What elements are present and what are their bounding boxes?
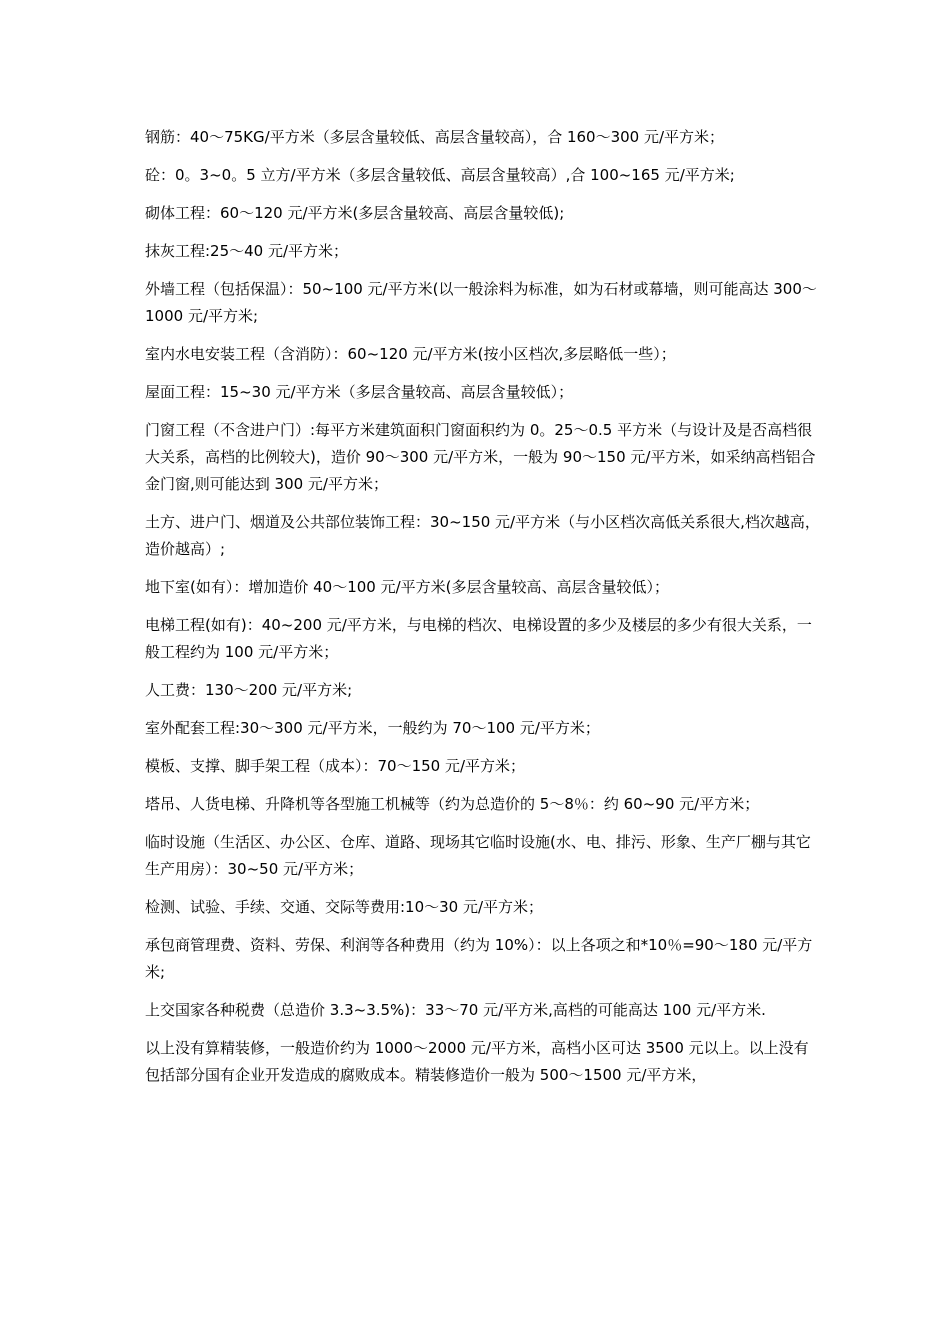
paragraph-machinery: 塔吊、人货电梯、升降机等各型施工机械等（约为总造价的 5～8％：约 60~90 元/平方米；	[145, 795, 760, 813]
paragraph-exterior-wall: 外墙工程（包括保温）：50~100 元/平方米(以一般涂料为标准，如为石材或幕墙，则可能高达 300～1000 元/平方米;	[145, 280, 817, 325]
document-body	[145, 124, 821, 1100]
paragraph-contractor-management: 承包商管理费、资料、劳保、利润等各种费用（约为 10%）：以上各项之和*10％=90～180 元/平方米;	[145, 936, 813, 981]
paragraph-elevator: 电梯工程(如有)：40~200 元/平方米，与电梯的档次、电梯设置的多少及楼层的多少有很大关系，一般工程约为 100 元/平方米；	[145, 616, 812, 661]
paragraph-earthwork: 土方、进户门、烟道及公共部位装饰工程：30~150 元/平方米（与小区档次高低关系很大,档次越高，造价越高）;	[145, 513, 820, 558]
paragraph-testing-fees: 检测、试验、手续、交通、交际等费用:10～30 元/平方米；	[145, 898, 544, 916]
paragraph-formwork: 模板、支撑、脚手架工程（成本）：70～150 元/平方米；	[145, 757, 526, 775]
paragraph-concrete: 砼：0。3~0。5 立方/平方米（多层含量较低、高层含量较高）,合 100~165 元/平方米;	[145, 166, 735, 184]
paragraph-basement: 地下室(如有）：增加造价 40～100 元/平方米(多层含量较高、高层含量较低）；	[145, 578, 670, 596]
paragraph-roofing: 屋面工程：15~30 元/平方米（多层含量较高、高层含量较低）；	[145, 383, 574, 401]
paragraph-masonry: 砌体工程：60～120 元/平方米(多层含量较高、高层含量较低);	[145, 204, 565, 222]
paragraph-rebar: 钢筋：40～75KG/平方米（多层含量较低、高层含量较高），合 160～300 元/平方米；	[145, 128, 725, 146]
paragraph-summary: 以上没有算精装修，一般造价约为 1000～2000 元/平方米，高档小区可达 3500 元以上。以上没有包括部分国有企业开发造成的腐败成本。精装修造价一般为 500～1500 元/平方米，	[145, 1039, 809, 1084]
paragraph-plastering: 抹灰工程:25～40 元/平方米；	[145, 242, 349, 260]
paragraph-taxes: 上交国家各种税费（总造价 3.3~3.5%)：33～70 元/平方米,高档的可能高达 100 元/平方米.	[145, 1001, 766, 1019]
paragraph-temporary-facilities: 临时设施（生活区、办公区、仓库、道路、现场其它临时设施(水、电、排污、形象、生产厂棚与其它生产用房）：30~50 元/平方米；	[145, 833, 811, 878]
paragraph-outdoor-facilities: 室外配套工程:30～300 元/平方米，一般约为 70～100 元/平方米；	[145, 719, 600, 737]
paragraph-doors-windows: 门窗工程（不含进户门）:每平方米建筑面积门窗面积约为 0。25～0.5 平方米（与设计及是否高档很大关系，高档的比例较大)，造价 90～300 元/平方米，一般为 90～150 元/平方米，如采纳高档铝合金门窗,则可能达到 300 元/平方米；	[145, 421, 816, 493]
paragraph-labor: 人工费：130～200 元/平方米;	[145, 681, 353, 699]
paragraph-plumbing-electrical: 室内水电安装工程（含消防）：60~120 元/平方米(按小区档次,多层略低一些）；	[145, 345, 676, 363]
